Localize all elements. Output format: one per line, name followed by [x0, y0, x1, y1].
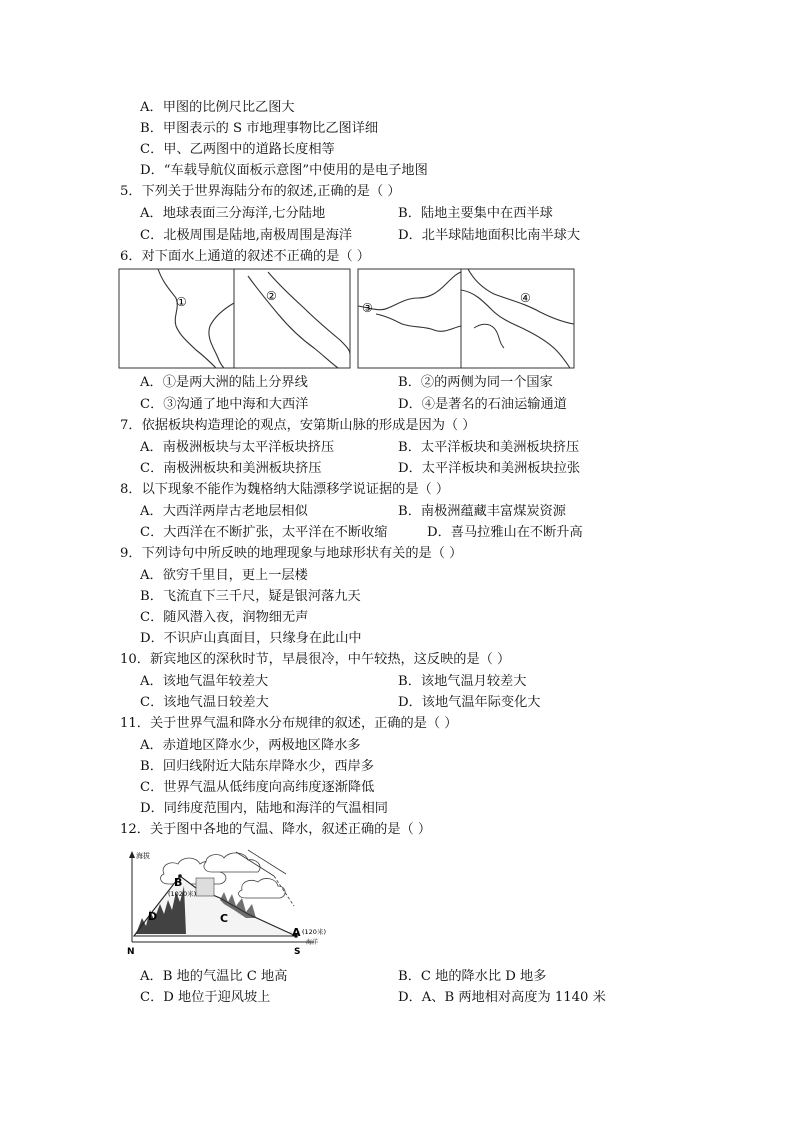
point-b-label: B — [174, 876, 183, 889]
q12-mountain-diagram — [124, 846, 360, 958]
q4-option-d: D．“车载导航仪面板示意图”中使用的是电子地图 — [140, 163, 428, 178]
q12-option-b: B．C 地的降水比 D 地多 — [398, 969, 547, 984]
map1-coast-a — [158, 269, 216, 368]
map-label-3: ③ — [362, 301, 373, 315]
q9-stem: 9．下列诗句中所反映的地理现象与地球形状有关的是（ ） — [120, 546, 463, 561]
q5-option-c: C．北极周围是陆地,南极周围是海洋 — [140, 228, 353, 243]
q8-option-a: A．大西洋两岸古老地层相似 — [140, 504, 308, 519]
map4-coast-c — [474, 324, 504, 348]
q10-option-b: B．该地气温月较差大 — [398, 674, 527, 689]
sea-label: 海洋 — [306, 939, 319, 946]
map3-coast-a — [358, 272, 461, 310]
south-label: S — [294, 947, 301, 957]
map2-coast-a — [248, 276, 338, 368]
map3-coast-b — [376, 314, 461, 331]
q12-stem: 12．关于图中各地的气温、降水，叙述正确的是（ ） — [120, 822, 432, 837]
q11-option-c: C．世界气温从低纬度向高纬度逐渐降低 — [140, 780, 375, 795]
map1-coast-b — [209, 303, 234, 368]
y-axis-arrow — [129, 851, 135, 858]
q11-stem: 11．关于世界气温和降水分布规律的叙述，正确的是（ ） — [120, 716, 458, 731]
q8-option-d: D．喜马拉雅山在不断升高 — [427, 525, 583, 540]
q8-option-c: C．大西洋在不断扩张，太平洋在不断收缩 — [140, 525, 388, 540]
q6-option-d: D．④是著名的石油运输通道 — [398, 397, 567, 412]
q6-option-c: C．③沟通了地中海和大西洋 — [140, 397, 309, 412]
q9-option-d: D．不识庐山真面目，只缘身在此山中 — [140, 631, 362, 646]
axis-label: 海拔 — [136, 852, 150, 860]
map-label-4: ④ — [520, 291, 531, 305]
q4-option-c: C．甲、乙两图中的道路长度相等 — [140, 142, 335, 157]
cloud-top — [204, 853, 260, 872]
q6-stem: 6．对下面水上通道的叙述不正确的是（ ） — [120, 249, 370, 264]
q7-stem: 7．依据板块构造理论的观点，安第斯山脉的形成是因为（ ） — [120, 418, 476, 433]
q4-option-b: B．甲图表示的 S 市地理事物比乙图详细 — [140, 121, 379, 136]
q11-option-b: B．回归线附近大陆东岸降水少，西岸多 — [140, 759, 374, 774]
map2-coast-b — [268, 272, 350, 354]
q12-option-a: A．B 地的气温比 C 地高 — [140, 969, 288, 984]
point-d-label: D — [148, 910, 158, 923]
q6-option-a: A．①是两大洲的陆上分界线 — [140, 375, 308, 390]
q8-stem: 8．以下现象不能作为魏格纳大陆漂移学说证据的是（ ） — [120, 482, 450, 497]
q10-stem: 10．新宾地区的深秋时节，早晨很冷，中午较热，这反映的是（ ） — [120, 652, 511, 667]
q10-option-d: D．该地气温年际变化大 — [398, 695, 541, 710]
q6-option-b: B．②的两侧为同一个国家 — [398, 375, 553, 390]
q7-option-c: C．南极洲板块和美洲板块挤压 — [140, 461, 322, 476]
q10-option-c: C．该地气温日较差大 — [140, 695, 269, 710]
q12-option-d: D．A、B 两地相对高度为 1140 米 — [398, 990, 606, 1005]
map-frame-1 — [119, 269, 234, 368]
point-a-label: A — [292, 926, 301, 939]
q6-waterway-maps — [118, 268, 578, 370]
point-b-height: (1020米) — [168, 890, 197, 898]
q5-option-a: A．地球表面三分海洋,七分陆地 — [140, 206, 326, 221]
map-frame-4 — [461, 269, 574, 368]
map-label-2: ② — [266, 289, 277, 303]
q10-option-a: A．该地气温年较差大 — [140, 674, 269, 689]
q9-option-b: B．飞流直下三千尺，疑是银河落九天 — [140, 589, 361, 604]
q9-option-a: A．欲穷千里目，更上一层楼 — [140, 568, 308, 583]
q7-option-a: A．南极洲板块与太平洋板块挤压 — [140, 440, 335, 455]
q11-option-d: D．同纬度范围内，陆地和海洋的气温相同 — [140, 801, 388, 816]
q9-option-c: C．随风潜入夜，润物细无声 — [140, 610, 309, 625]
q7-option-b: B．太平洋板块和美洲板块挤压 — [398, 440, 580, 455]
q7-option-d: D．太平洋板块和美洲板块拉张 — [398, 461, 581, 476]
north-label: N — [127, 947, 135, 957]
q4-option-a: A．甲图的比例尺比乙图大 — [140, 100, 295, 115]
q5-option-d: D．北半球陆地面积比南半球大 — [398, 228, 581, 243]
q5-option-b: B．陆地主要集中在西半球 — [398, 206, 553, 221]
map-label-1: ① — [176, 295, 187, 309]
point-c-label: C — [220, 912, 229, 925]
q8-option-b: B．南极洲蕴藏丰富煤炭资源 — [398, 504, 566, 519]
cloud-right — [239, 879, 286, 898]
q11-option-a: A．赤道地区降水少，两极地区降水多 — [140, 738, 361, 753]
hatched-block — [196, 878, 214, 896]
map-frame-2 — [234, 269, 350, 368]
q12-option-c: C．D 地位于迎风坡上 — [140, 990, 271, 1005]
q5-stem: 5．下列关于世界海陆分布的叙述,正确的是（ ） — [120, 184, 401, 199]
point-a-height: (120米) — [302, 928, 326, 936]
